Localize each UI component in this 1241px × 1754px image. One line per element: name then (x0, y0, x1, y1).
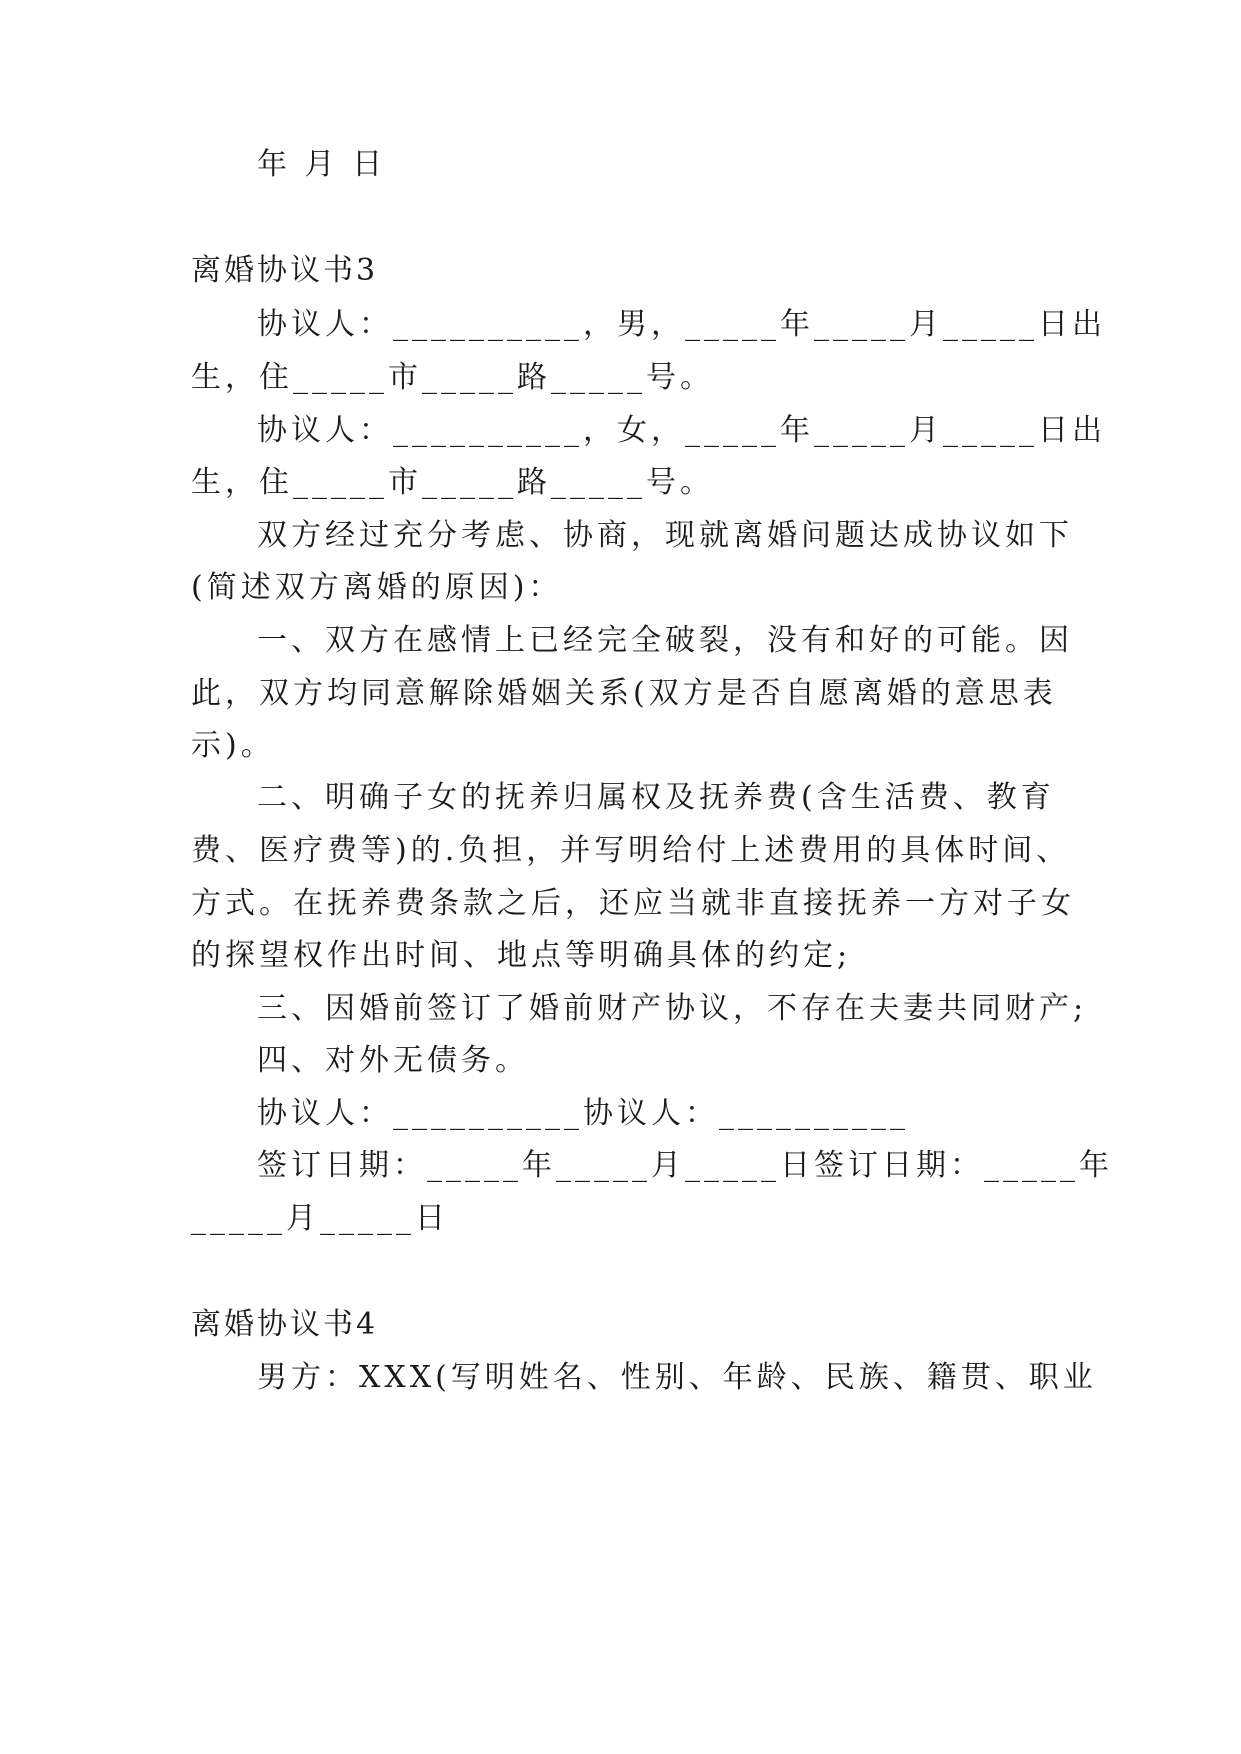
intro-line-1: 双方经过充分考虑、协商，现就离婚问题达成协议如下 (257, 518, 1073, 553)
intro-line-2: (简述双方离婚的原因)： (191, 570, 563, 605)
clause-1-line-2: 此，双方均同意解除婚姻关系(双方是否自愿离婚的意思表 (191, 676, 1057, 711)
sign-date-line-2: _____月_____日 (191, 1201, 449, 1236)
male-party-intro: 男方：XXX(写明姓名、性别、年龄、民族、籍贯、职业 (257, 1360, 1097, 1395)
sign-date-line-1: 签订日期：_____年_____月_____日签订日期：_____年 (257, 1148, 1113, 1183)
section-title-4: 离婚协议书4 (191, 1307, 379, 1342)
party-male-line-2: 生，住_____市_____路_____号。 (191, 360, 714, 395)
section-title-3: 离婚协议书3 (191, 253, 379, 288)
clause-2-line-3: 方式。在抚养费条款之后，还应当就非直接抚养一方对子女 (191, 886, 1075, 921)
clause-1-line-1: 一、双方在感情上已经完全破裂，没有和好的可能。因 (257, 623, 1073, 658)
party-female-line-2: 生，住_____市_____路_____号。 (191, 465, 714, 500)
date-line: 年 月 日 (257, 147, 387, 182)
party-male-line-1: 协议人：__________，男，_____年_____月_____日出 (257, 307, 1106, 342)
signature-line: 协议人：__________协议人：__________ (257, 1096, 909, 1131)
party-female-line-1: 协议人：__________，女，_____年_____月_____日出 (257, 413, 1106, 448)
clause-3-line: 三、因婚前签订了婚前财产协议，不存在夫妻共同财产; (257, 991, 1088, 1026)
clause-2-line-4: 的探望权作出时间、地点等明确具体的约定; (191, 938, 852, 973)
clause-2-line-1: 二、明确子女的抚养归属权及抚养费(含生活费、教育 (257, 780, 1055, 815)
clause-1-line-3: 示)。 (191, 728, 275, 763)
clause-2-line-2: 费、医疗费等)的.负担，并写明给付上述费用的具体时间、 (191, 833, 1071, 868)
clause-4-line: 四、对外无债务。 (257, 1043, 529, 1078)
